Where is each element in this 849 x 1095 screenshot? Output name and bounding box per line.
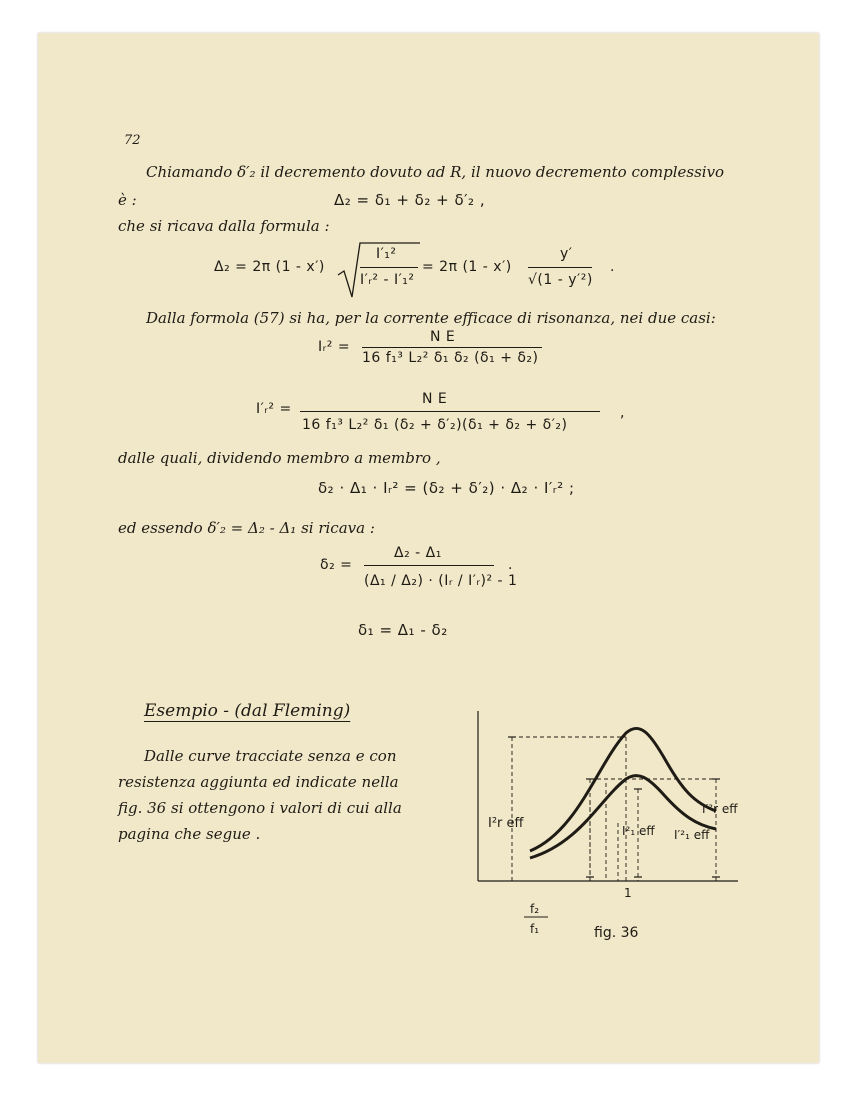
example-line-1: Dalle curve tracciate senza e con [144, 747, 397, 765]
delta2-formula-denominator: (Δ₁ / Δ₂) · (Iᵣ / I′ᵣ)² - 1 [364, 573, 518, 589]
figure-caption: fig. 36 [594, 925, 639, 941]
intro-line-2-prefix: è : [118, 191, 137, 209]
ir-prime-formula-lhs: I′ᵣ² = [256, 401, 292, 417]
root-denominator: I′ᵣ² - I′₁² [360, 272, 415, 288]
delta2-formula-end: . [508, 557, 513, 573]
example-line-2: resistenza aggiunta ed indicate nella [118, 773, 399, 791]
intro-line-3: che si ricava dalla formula : [118, 217, 330, 235]
label-ratio-denominator: f₁ [530, 922, 540, 936]
root-formula-end: . [610, 259, 615, 275]
root-numerator: I′₁² [376, 246, 397, 262]
dashed-guides [512, 737, 716, 881]
ir-formula-numerator: N E [430, 329, 456, 345]
y-prime-fraction-bar [528, 267, 592, 268]
delta2-formula-numerator: Δ₂ - Δ₁ [394, 545, 442, 561]
formula-delta2-sum: Δ₂ = δ₁ + δ₂ + δ′₂ , [334, 191, 486, 209]
delta2-formula-lhs: δ₂ = [320, 557, 353, 573]
figure-36-resonance-curves [468, 703, 758, 953]
intro-line-1: Chiamando δ′₂ il decremento dovuto ad R, il nuovo decremento complessivo [146, 163, 725, 181]
label-i1-prime-eff: I′²₁ eff [674, 828, 710, 842]
ratio-formula: δ₂ · Δ₁ · Iᵣ² = (δ₂ + δ′₂) · Δ₂ · I′ᵣ² ; [318, 479, 575, 497]
ir-prime-formula-numerator: N E [422, 391, 448, 407]
dividing-text: dalle quali, dividendo membro a membro , [118, 449, 441, 467]
being-text: ed essendo δ′₂ = Δ₂ - Δ₁ si ricava : [118, 519, 375, 537]
example-heading: Esempio - (dal Fleming) [144, 701, 351, 721]
y-prime-numerator: y′ [560, 246, 573, 262]
ir-prime-formula-denominator: 16 f₁³ L₂² δ₁ (δ₂ + δ′₂)(δ₁ + δ₂ + δ′₂) [302, 417, 568, 433]
label-ir-prime-eff: I′²r eff [702, 802, 738, 816]
root-formula-lhs: Δ₂ = 2π (1 - x′) [214, 259, 325, 275]
document-page [38, 33, 819, 1063]
ir-formula-fraction-bar [362, 347, 542, 348]
y-prime-denominator: √(1 - y′²) [528, 272, 593, 288]
label-ratio-numerator: f₂ [530, 902, 540, 916]
root-fraction-bar [360, 267, 418, 268]
ir-formula-lhs: Iᵣ² = [318, 339, 351, 355]
curve-with-resistance [530, 776, 716, 858]
label-ir-eff: I²r eff [488, 816, 524, 831]
delta1-formula: δ₁ = Δ₁ - δ₂ [358, 621, 448, 639]
label-x-one: 1 [624, 886, 632, 900]
example-line-4: pagina che segue . [118, 825, 261, 843]
ir-prime-formula-end: , [620, 405, 625, 421]
root-formula-middle: = 2π (1 - x′) [422, 259, 512, 275]
label-i1-eff: I²₁ eff [622, 824, 655, 838]
page-number: 72 [124, 133, 141, 148]
ir-formula-denominator: 16 f₁³ L₂² δ₁ δ₂ (δ₁ + δ₂) [362, 350, 539, 366]
ir-prime-formula-fraction-bar [300, 411, 600, 412]
from-formula-text: Dalla formola (57) si ha, per la corrente efficace di risonanza, nei due casi: [146, 309, 716, 327]
delta2-formula-fraction-bar [364, 565, 494, 566]
example-line-3: fig. 36 si ottengono i valori di cui alla [118, 799, 402, 817]
